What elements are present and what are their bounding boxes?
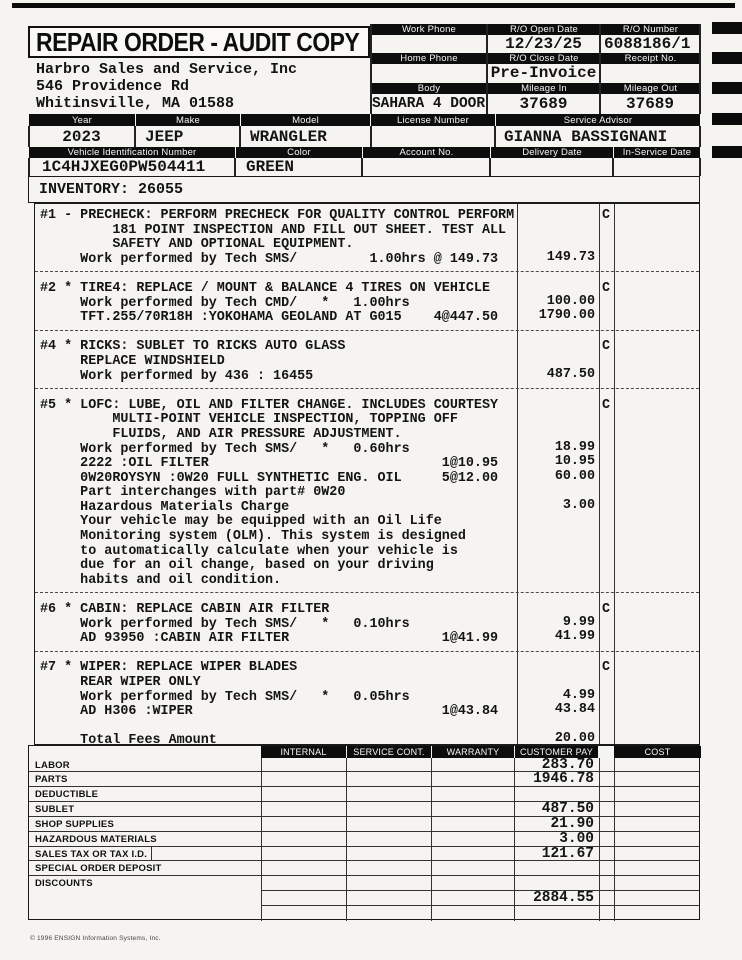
mileage-out-label: Mileage Out (600, 83, 700, 94)
line-item-row (35, 659, 699, 674)
line-item-text: Work performed by Tech SMS/ * 0.10hrs (40, 616, 410, 632)
summary-row-label: SHOP SUPPLIES (35, 818, 114, 830)
ro-open-date-value: 12/23/25 (505, 35, 582, 53)
summary-rule (614, 832, 615, 847)
line-item-amount: 487.50 (546, 366, 595, 382)
summary-rule (514, 802, 515, 817)
summary-rule (261, 832, 262, 847)
summary-column-header: COST (614, 746, 701, 758)
summary-row (29, 847, 699, 862)
line-item-row (35, 207, 699, 222)
pay-type-flag: C (602, 660, 611, 676)
summary-rule (514, 906, 515, 921)
delivery-date-value (490, 158, 613, 176)
summary-rule (514, 817, 515, 832)
line-item-amount: 60.00 (554, 468, 595, 484)
line-item-text: Work performed by Tech SMS/ * 0.60hrs (40, 441, 410, 457)
summary-row (29, 876, 699, 891)
line-item (35, 207, 699, 265)
account-no-label: Account No. (362, 147, 490, 158)
summary-column-header: WARRANTY (432, 746, 514, 758)
summary-rule (514, 832, 515, 847)
summary-rule (599, 832, 600, 847)
line-item-row (35, 236, 699, 251)
summary-rule (514, 891, 515, 906)
summary-row-label: DEDUCTIBLE (35, 789, 99, 801)
ro-number-label: R/O Number (600, 24, 700, 35)
service-advisor-label: Service Advisor (495, 114, 700, 126)
line-item-row (35, 368, 699, 383)
summary-rule (346, 861, 347, 876)
summary-rule (599, 891, 600, 906)
summary-row-customer-pay: 283.70 (541, 756, 594, 773)
item-separator (35, 586, 699, 601)
line-item-text: Part interchanges with part# 0W20 (40, 485, 346, 501)
body-value: SAHARA 4 DOOR (371, 95, 486, 112)
edge-mark (712, 82, 742, 94)
service-advisor-value: GIANNA BASSIGNANI (504, 127, 668, 146)
line-item-row (35, 543, 699, 558)
summary-row (29, 758, 699, 773)
line-item-text: AD H306 :WIPER 1@43.84 (40, 704, 499, 720)
summary-rule (261, 817, 262, 832)
summary-row-customer-pay: 3.00 (559, 830, 594, 847)
line-item-amount: 3.00 (562, 497, 595, 513)
summary-rule (261, 758, 262, 773)
inventory-box (28, 176, 700, 203)
summary-rule (599, 817, 600, 832)
item-separator (35, 645, 699, 660)
line-item-text: #6 * CABIN: REPLACE CABIN AIR FILTER (40, 602, 330, 618)
grid-rule (494, 126, 496, 147)
home-phone-value (370, 64, 487, 82)
summary-rule (346, 787, 347, 802)
summary-rule (614, 787, 615, 802)
summary-row (29, 817, 699, 832)
pay-type-flag: C (602, 397, 611, 413)
line-item-text: 2222 :OIL FILTER 1@10.95 (40, 456, 499, 472)
summary-rule (514, 758, 515, 773)
summary-rule (261, 891, 262, 906)
summary-rule (261, 906, 262, 921)
line-item-text: habits and oil condition. (40, 572, 282, 588)
summary-rule (514, 787, 515, 802)
line-item-text: FLUIDS, AND AIR PRESSURE ADJUSTMENT. (40, 426, 402, 442)
line-item-amount: 149.73 (546, 249, 595, 265)
vin-label: Vehicle Identification Number (28, 147, 235, 158)
summary-rule (614, 758, 615, 773)
summary-rule (599, 861, 600, 876)
summary-rule (431, 906, 432, 921)
grid-rule (28, 126, 30, 147)
line-item-row (35, 616, 699, 631)
summary-row (29, 802, 699, 817)
line-item-text: #4 * RICKS: SUBLET TO RICKS AUTO GLASS (40, 339, 346, 355)
line-item (35, 280, 699, 324)
grid-rule (699, 126, 701, 147)
summary-rule (261, 802, 262, 817)
line-item-amount: 10.95 (554, 454, 595, 470)
line-item-row (35, 689, 699, 704)
summary-rule (261, 772, 262, 787)
line-item (35, 718, 699, 747)
line-item-amount: 4.99 (562, 687, 595, 703)
summary-rule (614, 861, 615, 876)
year-label: Year (28, 114, 135, 126)
summary-row-customer-pay: 487.50 (541, 801, 594, 818)
vin-value: 1C4HJXEG0PW504411 (42, 158, 206, 176)
make-label: Make (135, 114, 240, 126)
line-item-row (35, 572, 699, 587)
line-item-text: AD 93950 :CABIN AIR FILTER 1@41.99 (40, 631, 499, 647)
mileage-out-value: 37689 (625, 94, 674, 113)
summary-row-customer-pay: 1946.78 (533, 771, 594, 788)
model-value: WRANGLER (250, 127, 327, 146)
item-separator (35, 382, 699, 397)
line-item-text: Monitoring system (OLM). This system is designed (40, 529, 466, 545)
ro-close-date-label: R/O Close Date (487, 53, 600, 64)
line-item-row (35, 499, 699, 514)
line-item-row (35, 528, 699, 543)
line-item-text: #1 - PRECHECK: PERFORM PRECHECK FOR QUALITY CONTROL PERFORM (40, 208, 515, 223)
line-item-row (35, 557, 699, 572)
work-phone-label: Work Phone (370, 24, 487, 35)
line-item-text: MULTI-POINT VEHICLE INSPECTION, TOPPING OFF (40, 412, 458, 428)
dealer-street: 546 Providence Rd (36, 78, 190, 95)
line-item-amount: 41.99 (554, 629, 595, 645)
summary-row-customer-pay: 2884.55 (533, 890, 594, 907)
line-item-row (35, 455, 699, 470)
line-item-text: REPLACE WINDSHIELD (40, 353, 225, 369)
grid-rule (489, 158, 491, 176)
line-item-row (35, 630, 699, 645)
grid-rule (699, 24, 701, 114)
summary-rule (599, 772, 600, 787)
summary-table (28, 745, 700, 920)
inventory-value: INVENTORY: 26055 (39, 181, 184, 198)
summary-rule (614, 891, 615, 906)
summary-rule (431, 891, 432, 906)
summary-rule (599, 906, 600, 921)
grid-rule (239, 126, 241, 147)
summary-row-label: SPECIAL ORDER DEPOSIT (35, 863, 162, 875)
line-item-text: Work performed by Tech SMS/ 1.00hrs @ 149.73 (40, 251, 499, 267)
line-item-row (35, 411, 699, 426)
line-item (35, 338, 699, 382)
grid-rule (234, 158, 236, 176)
work-phone-value (370, 35, 487, 53)
pay-type-flag: C (602, 208, 611, 223)
grid-rule (486, 24, 488, 114)
line-item-text: #5 * LOFC: LUBE, OIL AND FILTER CHANGE. INCLUDES COURTESY (40, 397, 499, 413)
grid-rule (612, 158, 614, 176)
line-item-text: SAFETY AND OPTIONAL EQUIPMENT. (40, 237, 354, 253)
line-item-row (35, 280, 699, 295)
receipt-no-label: Receipt No. (600, 53, 700, 64)
item-separator (35, 265, 699, 280)
summary-rule (599, 876, 600, 891)
line-item-row (35, 703, 699, 718)
line-items-section (34, 203, 700, 749)
summary-row-label: HAZARDOUS MATERIALS (35, 833, 157, 845)
grid-rule (134, 126, 136, 147)
summary-row-label: DISCOUNTS (35, 878, 93, 890)
summary-rule (614, 817, 615, 832)
make-value: JEEP (145, 127, 184, 146)
summary-rule (431, 772, 432, 787)
color-value: GREEN (246, 158, 295, 176)
grid-rule (699, 158, 701, 176)
summary-rule (514, 772, 515, 787)
line-item-text: Work performed by Tech SMS/ * 0.05hrs (40, 689, 410, 705)
summary-rule (261, 787, 262, 802)
line-item (35, 601, 699, 645)
grid-rule (361, 158, 363, 176)
line-items-list (35, 204, 699, 747)
summary-row (29, 832, 699, 847)
summary-rule (346, 876, 347, 891)
edge-mark (712, 22, 742, 34)
line-item-row (35, 470, 699, 485)
pay-type-flag: C (602, 602, 611, 618)
summary-row-customer-pay: 21.90 (550, 815, 594, 832)
summary-row (29, 891, 699, 906)
summary-column-header: INTERNAL (261, 746, 346, 758)
color-label: Color (235, 147, 362, 158)
grid-rule (370, 126, 372, 147)
summary-rule (599, 787, 600, 802)
pay-type-flag: C (602, 339, 611, 355)
grid-rule (599, 24, 601, 114)
summary-rule (514, 876, 515, 891)
line-item-row (35, 513, 699, 528)
line-item-row (35, 484, 699, 499)
line-item-row (35, 309, 699, 324)
line-item-row (35, 426, 699, 441)
ro-close-date-value: Pre-Invoice (490, 64, 597, 82)
summary-rule (431, 847, 432, 862)
summary-rule (261, 861, 262, 876)
summary-rule (614, 772, 615, 787)
license-number-label: License Number (370, 114, 495, 126)
delivery-date-label: Delivery Date (490, 147, 613, 158)
line-item (35, 659, 699, 720)
grid-rule (28, 158, 30, 176)
line-item-row (35, 295, 699, 310)
summary-rule (346, 891, 347, 906)
summary-rule (431, 861, 432, 876)
line-item-text: #2 * TIRE4: REPLACE / MOUNT & BALANCE 4 TIRES ON VEHICLE (40, 280, 490, 296)
line-item-text: Hazardous Materials Charge (40, 499, 290, 515)
line-item-row (35, 222, 699, 237)
line-item-row (35, 353, 699, 368)
line-item-row (35, 601, 699, 616)
summary-rule (431, 802, 432, 817)
line-item-text: Work performed by 436 : 16455 (40, 368, 314, 384)
summary-row-label: PARTS (35, 774, 68, 786)
line-item-row (35, 251, 699, 266)
summary-row-label: SALES TAX OR TAX I.D. (35, 848, 148, 860)
line-item-row (35, 718, 699, 733)
summary-rule (151, 847, 152, 862)
summary-row (29, 906, 699, 921)
summary-rule (346, 817, 347, 832)
line-item-text: #7 * WIPER: REPLACE WIPER BLADES (40, 660, 298, 676)
summary-rule (431, 817, 432, 832)
summary-rule (514, 847, 515, 862)
copyright-note: © 1996 ENSIGN Information Systems, Inc. (30, 935, 161, 942)
summary-row-customer-pay: 121.67 (541, 845, 594, 862)
line-item-text: to automatically calculate when your vehicle is (40, 543, 458, 559)
summary-rule (614, 876, 615, 891)
grid-rule (370, 24, 372, 114)
edge-mark (712, 146, 742, 158)
model-label: Model (240, 114, 370, 126)
summary-rule (261, 847, 262, 862)
ro-number-value: 6088186/1 (604, 35, 691, 53)
summary-rule (431, 758, 432, 773)
edge-mark (712, 52, 742, 64)
line-item-text: 181 POINT INSPECTION AND FILL OUT SHEET. TEST ALL (40, 222, 507, 238)
year-value: 2023 (62, 127, 101, 146)
home-phone-label: Home Phone (370, 53, 487, 64)
summary-rule (599, 847, 600, 862)
line-item-text: due for an oil change, based on your driving (40, 558, 434, 574)
line-item-text: TFT.255/70R18H :YOKOHAMA GEOLAND AT G015 4@447.50 (40, 310, 499, 326)
account-no-value (362, 158, 490, 176)
summary-rule (614, 847, 615, 862)
line-item-row (35, 441, 699, 456)
summary-row (29, 861, 699, 876)
summary-rule (346, 906, 347, 921)
scan-top-bar (12, 3, 735, 8)
summary-rule (346, 758, 347, 773)
ro-open-date-label: R/O Open Date (487, 24, 600, 35)
line-item-amount: 100.00 (546, 293, 595, 309)
summary-row (29, 772, 699, 787)
in-service-date-label: In-Service Date (613, 147, 700, 158)
line-item-row (35, 674, 699, 689)
summary-rule (599, 758, 600, 773)
line-item-row (35, 397, 699, 412)
line-item-text: Work performed by Tech CMD/ * 1.00hrs (40, 295, 410, 311)
line-item-amount: 1790.00 (538, 308, 595, 324)
line-item (35, 397, 699, 587)
receipt-no-value (600, 64, 700, 82)
summary-rule (614, 802, 615, 817)
summary-rule (431, 832, 432, 847)
summary-rule (346, 772, 347, 787)
line-item-text: 0W20ROYSYN :0W20 FULL SYNTHETIC ENG. OIL 5@12.00 (40, 470, 499, 486)
summary-row-label: LABOR (35, 759, 70, 771)
summary-rule (346, 802, 347, 817)
pay-type-flag: C (602, 280, 611, 296)
summary-rule (599, 802, 600, 817)
summary-rule (261, 876, 262, 891)
document-title-box (28, 26, 370, 58)
license-number-value (370, 126, 495, 147)
line-item-amount: 9.99 (562, 614, 595, 630)
body-label: Body (370, 83, 487, 94)
line-item-amount: 20.00 (554, 731, 595, 747)
edge-mark (712, 113, 742, 125)
summary-column-header: CUSTOMER PAY (515, 746, 598, 758)
line-item-text: Your vehicle may be equipped with an Oil Life (40, 514, 442, 530)
line-item-amount: 18.99 (554, 439, 595, 455)
summary-rule (431, 876, 432, 891)
document-title: REPAIR ORDER - AUDIT COPY (36, 26, 360, 57)
in-service-date-value (613, 158, 700, 176)
summary-row (29, 787, 699, 802)
summary-rule (346, 847, 347, 862)
line-item-amount: 43.84 (554, 702, 595, 718)
line-item-text: Total Fees Amount (40, 733, 217, 749)
line-item-row (35, 338, 699, 353)
item-separator (35, 324, 699, 339)
summary-rule (614, 906, 615, 921)
summary-row-label: SUBLET (35, 804, 75, 816)
line-item-text: REAR WIPER ONLY (40, 675, 201, 690)
mileage-in-label: Mileage In (487, 83, 600, 94)
summary-rule (514, 861, 515, 876)
dealer-name: Harbro Sales and Service, Inc (36, 61, 298, 78)
summary-rule (431, 787, 432, 802)
summary-rule (346, 832, 347, 847)
dealer-city: Whitinsville, MA 01588 (36, 95, 235, 112)
summary-column-header: SERVICE CONT. (347, 746, 431, 758)
mileage-in-value: 37689 (519, 94, 568, 113)
